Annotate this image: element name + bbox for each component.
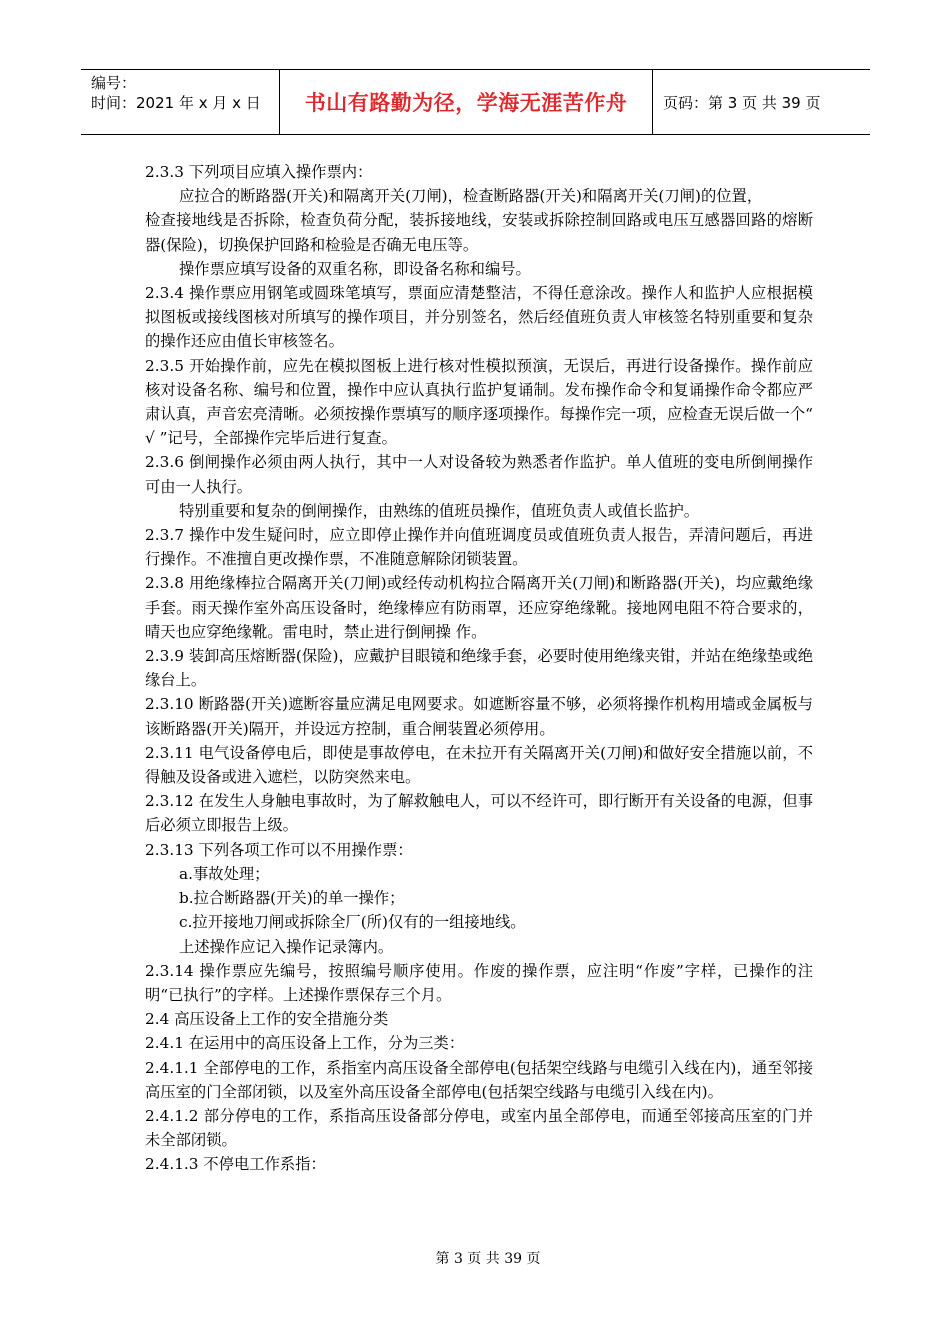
paragraph: 2.3.6 倒闸操作必须由两人执行，其中一人对设备较为熟悉者作监护。单人值班的变电所倒闸操作可由一人执行。 [145, 453, 813, 496]
paragraph: 2.4.1 在运用中的高压设备上工作，分为三类： [145, 1034, 465, 1053]
header-motto: 书山有路勤为径，学海无涯苦作舟 [280, 70, 653, 134]
list-item: a.事故处理； [179, 864, 270, 883]
header-meta [81, 70, 280, 134]
document-date: 时间：2021 年 x 月 x 日 [91, 94, 261, 112]
paragraph: 2.3.4 操作票应用钢笔或圆珠笔填写，票面应清楚整洁，不得任意涂改。操作人和监护人应根据模拟图板或接线图核对所填写的操作项目，并分别签名，然后经值班负责人审核签名特别重要和复杂的操作还应由值长审核签名。 [145, 284, 813, 351]
paragraph: 2.3.8 用绝缘棒拉合隔离开关(刀闸)或经传动机构拉合隔离开关(刀闸)和断路器(开关)，均应戴绝缘手套。雨天操作室外高压设备时，绝缘棒应有防雨罩，还应穿绝缘靴。接地网电阻不符合要求的，晴天也应穿绝缘靴。雷电时，禁止进行倒闸操 作。 [145, 574, 813, 641]
page-footer: 第 3 页 共 39 页 [435, 1251, 541, 1267]
document-number-label: 编号： [91, 74, 137, 92]
paragraph: 2.4.1.3 不停电工作系指： [145, 1155, 326, 1174]
header-page-info: 页码：第 3 页 共 39 页 [663, 93, 821, 112]
paragraph: 2.3.5 开始操作前，应先在模拟图板上进行核对性模拟预演，无误后，再进行设备操作。操作前应核对设备名称、编号和位置，操作中应认真执行监护复诵制。发布操作命令和复诵操作命令都应严肃认真，声音宏亮清晰。必须按操作票填写的顺序逐项操作。每操作完一项，应检查无误后做一个“ √ ”记号，全部操作完毕后进行复查。 [145, 356, 813, 448]
paragraph: 2.3.14 操作票应先编号，按照编号顺序使用。作废的操作票，应注明“作废”字样，已操作的注明“已执行”的字样。上述操作票保存三个月。 [145, 961, 813, 1004]
paragraph: 2.3.9 装卸高压熔断器(保险)，应戴护目眼镜和绝缘手套，必要时使用绝缘夹钳，并站在绝缘垫或绝缘台上。 [145, 647, 813, 690]
paragraph: 2.3.3 下列项目应填入操作票内： [145, 163, 373, 181]
paragraph: 2.3.7 操作中发生疑问时，应立即停止操作并向值班调度员或值班负责人报告，弄清问题后，再进行操作。不准擅自更改操作票，不准随意解除闭锁装置。 [145, 526, 813, 569]
paragraph: 检查接地线是否拆除，检查负荷分配，装拆接地线，安装或拆除控制回路或电压互感器回路的熔断器(保险)，切换保护回路和检验是否确无电压等。 [145, 211, 813, 254]
section-heading: 2.4 高压设备上工作的安全措施分类 [145, 1010, 389, 1029]
paragraph: 2.4.1.2 部分停电的工作，系指高压设备部分停电，或室内虽全部停电，而通至邻接高压室的门并未全部闭锁。 [145, 1106, 813, 1150]
paragraph: 应拉合的断路器(开关)和隔离开关(刀闸)，检查断路器(开关)和隔离开关(刀闸)的位置， [179, 187, 763, 206]
paragraph: 2.3.11 电气设备停电后，即使是事故停电，在未拉开有关隔离开关(刀闸)和做好安全措施以前，不得触及设备或进入遮栏，以防突然来电。 [145, 743, 813, 787]
paragraph: 特别重要和复杂的倒闸操作，由熟练的值班员操作，值班负责人或值长监护。 [179, 501, 700, 520]
list-item: c.拉开接地刀闸或拆除全厂(所)仅有的一组接地线。 [179, 913, 526, 932]
paragraph: 2.3.10 断路器(开关)遮断容量应满足电网要求。如遮断容量不够，必须将操作机构用墙或金属板与该断路器(开关)隔开，并设远方控制，重合闸装置必须停用。 [145, 695, 813, 738]
document-body [145, 160, 813, 1177]
list-item: b.拉合断路器(开关)的单一操作； [179, 889, 405, 908]
paragraph: 2.3.12 在发生人身触电事故时，为了解救触电人，可以不经许可，即行断开有关设备的电源，但事后必须立即报告上级。 [145, 792, 813, 835]
paragraph: 上述操作应记入操作记录簿内。 [179, 937, 394, 956]
paragraph: 操作票应填写设备的双重名称，即设备名称和编号。 [179, 259, 531, 278]
paragraph: 2.4.1.1 全部停电的工作，系指室内高压设备全部停电(包括架空线路与电缆引入线在内)，通至邻接高压室的门全部闭锁，以及室外高压设备全部停电(包括架空线路与电缆引入线在内)。 [145, 1058, 813, 1101]
page-header [81, 69, 870, 135]
paragraph: 2.3.13 下列各项工作可以不用操作票： [145, 840, 413, 859]
